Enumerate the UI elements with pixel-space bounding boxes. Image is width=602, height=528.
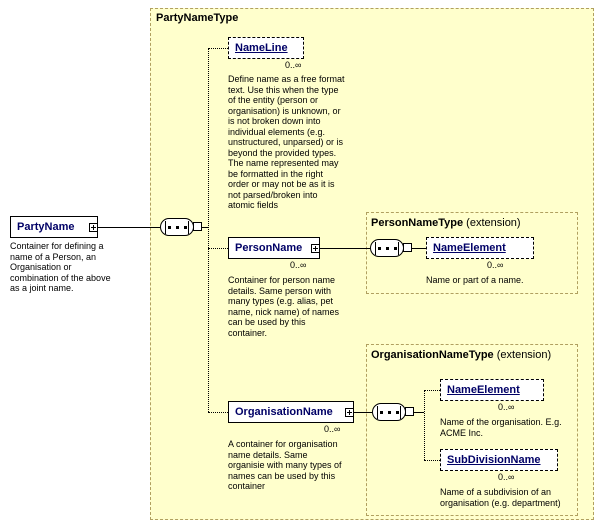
- group-party-name-type-label: PartyNameType: [156, 12, 239, 24]
- element-sub-division-name[interactable]: [440, 449, 558, 471]
- element-person-name-element-doc: Name or part of a name.: [426, 275, 524, 285]
- element-person-name-doc: Container for person name details. Same person with many types (e.g. alias, pet name, nick name) of names can be used by this container.: [228, 275, 340, 338]
- connector-organisation-sequence-to-trunk: [414, 412, 424, 413]
- element-sub-division-name-label: SubDivisionName: [447, 453, 541, 466]
- element-person-name-element-label: NameElement: [433, 241, 506, 254]
- element-name-line[interactable]: [228, 37, 304, 59]
- element-name-line-label: NameLine: [235, 41, 288, 54]
- connector-sequence-to-trunk: [202, 227, 209, 228]
- group-party-name-type-title: [156, 12, 238, 24]
- group-person-name-type-label: PersonNameType: [371, 217, 464, 229]
- expand-icon[interactable]: [89, 223, 98, 232]
- sequence-organisation-stub: [405, 407, 414, 416]
- sequence-person-stub: [403, 243, 412, 252]
- element-org-name-element[interactable]: [440, 379, 544, 401]
- element-party-name[interactable]: [10, 216, 98, 238]
- element-person-name-occurrence: 0..∞: [290, 260, 307, 270]
- element-sub-division-name-occurrence: 0..∞: [498, 472, 515, 482]
- expand-icon[interactable]: [345, 408, 354, 417]
- connector-trunk-to-sub-division-name: [424, 460, 440, 461]
- element-organisation-name[interactable]: [228, 401, 354, 423]
- connector-root-to-sequence: [98, 227, 160, 228]
- expand-icon[interactable]: [311, 244, 320, 253]
- connector-trunk-to-name-line: [208, 48, 228, 49]
- element-name-line-doc: Define name as a free format text. Use this when the type of the entity (person or organisation) is unknown, or is not broken down into individual elements (e.g. unstructured, unparsed) or is beyond the provided types. The name represented may be formatted in the right order or may not be as it is not parsed/broken into atomic fields: [228, 74, 345, 210]
- sequence-symbol-organisation: [372, 403, 406, 421]
- connector-organisation-name-to-sequence: [354, 412, 372, 413]
- element-org-name-element-doc: Name of the organisation. E.g. ACME Inc.: [440, 417, 562, 438]
- element-organisation-name-occurrence: 0..∞: [324, 424, 341, 434]
- element-org-name-element-label: NameElement: [447, 383, 520, 396]
- group-person-name-type-extension: (extension): [466, 217, 521, 229]
- element-person-name-label: PersonName: [235, 241, 303, 254]
- connector-trunk-to-organisation-name: [208, 412, 228, 413]
- sequence-symbol-person: [370, 239, 404, 257]
- element-person-name[interactable]: [228, 237, 320, 259]
- element-org-name-element-occurrence: 0..∞: [498, 402, 515, 412]
- sequence-symbol-main: [160, 218, 194, 236]
- group-organisation-name-type-label: OrganisationNameType: [371, 349, 494, 361]
- group-person-name-type-title: [371, 217, 521, 229]
- connector-trunk: [208, 48, 209, 412]
- element-party-name-doc: Container for defining a name of a Person, an Organisation or combination of the above as a joint name.: [10, 241, 111, 293]
- connector-trunk-to-person-name: [208, 248, 228, 249]
- element-person-name-element[interactable]: [426, 237, 534, 259]
- connector-organisation-trunk: [424, 390, 425, 460]
- element-name-line-occurrence: 0..∞: [285, 60, 302, 70]
- element-organisation-name-label: OrganisationName: [235, 405, 333, 418]
- element-sub-division-name-doc: Name of a subdivision of an organisation (e.g. department): [440, 487, 561, 508]
- group-organisation-name-type-title: [371, 349, 551, 361]
- connector-trunk-to-org-name-element: [424, 390, 440, 391]
- sequence-main-stub: [193, 222, 202, 231]
- group-organisation-name-type-extension: (extension): [496, 349, 552, 361]
- element-party-name-label: PartyName: [17, 220, 75, 233]
- connector-person-name-to-sequence: [320, 248, 370, 249]
- element-organisation-name-doc: A container for organisation name details. Same organisie with many types of names can be used by this container: [228, 439, 342, 491]
- connector-person-sequence-to-element: [412, 248, 426, 249]
- element-person-name-element-occurrence: 0..∞: [487, 260, 504, 270]
